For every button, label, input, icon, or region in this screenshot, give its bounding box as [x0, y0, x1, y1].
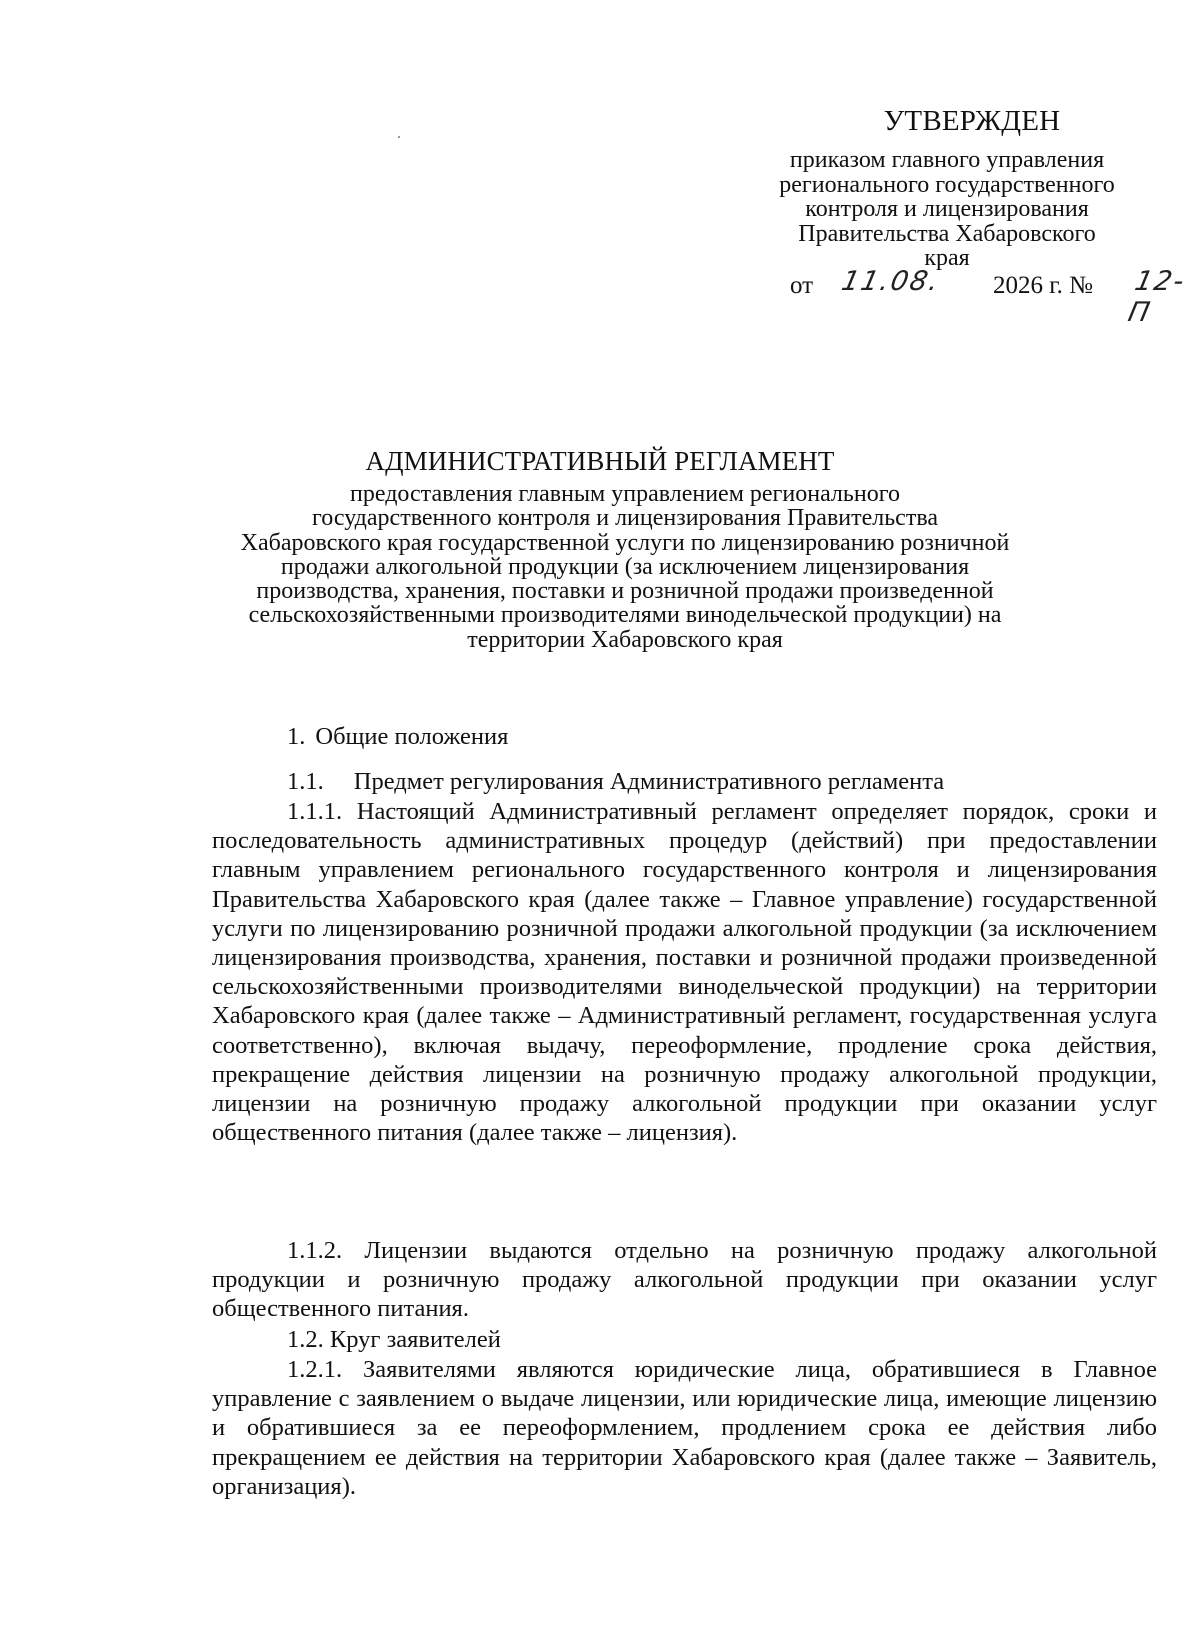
- paragraph-text: 1.1.2. Лицензии выдаются отдельно на розничную продажу алкогольной продукции и розничную продажу алкогольной продукции при оказании услуг общественного питания.: [212, 1237, 1157, 1323]
- handwritten-number: 12-П: [1125, 266, 1189, 328]
- section-number: 1.: [287, 723, 306, 750]
- subtitle-line: предоставления главным управлением регионального: [350, 481, 900, 507]
- paragraph-text: 1.2.1. Заявителями являются юридические лица, обратившиеся в Главное управление с заявлением о выдаче лицензии, или юридические лица, имеющие лицензию и обратившиеся за ее переоформлением, продлением срока ее действия либо прекращением ее действия на территории Хабаровского края (далее также – Заявитель, организация).: [212, 1356, 1157, 1500]
- paragraph-1-1-2: [212, 1236, 1157, 1324]
- approval-line: края: [924, 245, 970, 271]
- paragraph-1-2-1: [212, 1355, 1157, 1501]
- handwritten-date: 11.08.: [838, 266, 944, 297]
- document-subtitle: [200, 482, 1050, 652]
- approval-heading: УТВЕРЖДЕН: [883, 105, 1061, 137]
- subtitle-line: сельскохозяйственными производителями винодельческой продукции) на: [248, 602, 1002, 629]
- paragraph-1-1-1: [212, 797, 1157, 1147]
- section-heading-1: [287, 722, 508, 752]
- subtitle-line: территории Хабаровского края: [467, 626, 783, 653]
- subsection-title: Предмет регулирования Административного регламента: [353, 768, 945, 795]
- subsection-heading-1-2: 1.2. Круг заявителей: [287, 1326, 501, 1353]
- approval-line: регионального государственного: [779, 171, 1115, 198]
- approval-block: [742, 104, 1152, 271]
- approval-line: контроля и лицензирования: [805, 196, 1089, 222]
- date-prefix: от: [790, 272, 814, 299]
- subsection-number: 1.1.: [287, 768, 324, 795]
- paragraph-text: 1.1.1. Настоящий Административный регламент определяет порядок, сроки и последовательность административных процедур (действий) при предоставлении главным управлением регионального государственного контроля и лицензирования Правительства Хабаровского края (далее также – Главное управление) государственной услуги по лицензированию розничной продажи алкогольной продукции (за исключением лицензирования производства, хранения, поставки и розничной продажи произведенной сельскохозяйственными производителями винодельческой продукции) на территории Хабаровского края (далее также – Административный регламент, государственная услуга соответственно), включая выдачу, переоформление, продление срока действия, прекращение действия лицензии на розничную продажу алкогольной продукции, лицензии на розничную продажу алкогольной продукции при оказании услуг общественного питания (далее также – лицензия).: [212, 798, 1157, 1147]
- scan-speck: [398, 136, 400, 138]
- subtitle-line: государственного контроля и лицензирования Правительства: [312, 505, 938, 532]
- section-title: Общие положения: [315, 723, 509, 750]
- year-and-number-label: 2026 г. №: [993, 272, 1094, 299]
- approval-line: приказом главного управления: [789, 147, 1105, 173]
- approval-line: Правительства Хабаровского: [798, 220, 1096, 247]
- subtitle-line: продажи алкогольной продукции (за исключением лицензирования: [280, 553, 970, 580]
- subtitle-line: Хабаровского края государственной услуги по лицензированию розничной: [240, 529, 1010, 556]
- document-title: АДМИНИСТРАТИВНЫЙ РЕГЛАМЕНТ: [365, 446, 835, 476]
- approval-date-row: [790, 266, 1189, 328]
- subtitle-line: производства, хранения, поставки и розничной продажи произведенной: [256, 578, 994, 605]
- subsection-heading-1-1: [287, 767, 944, 797]
